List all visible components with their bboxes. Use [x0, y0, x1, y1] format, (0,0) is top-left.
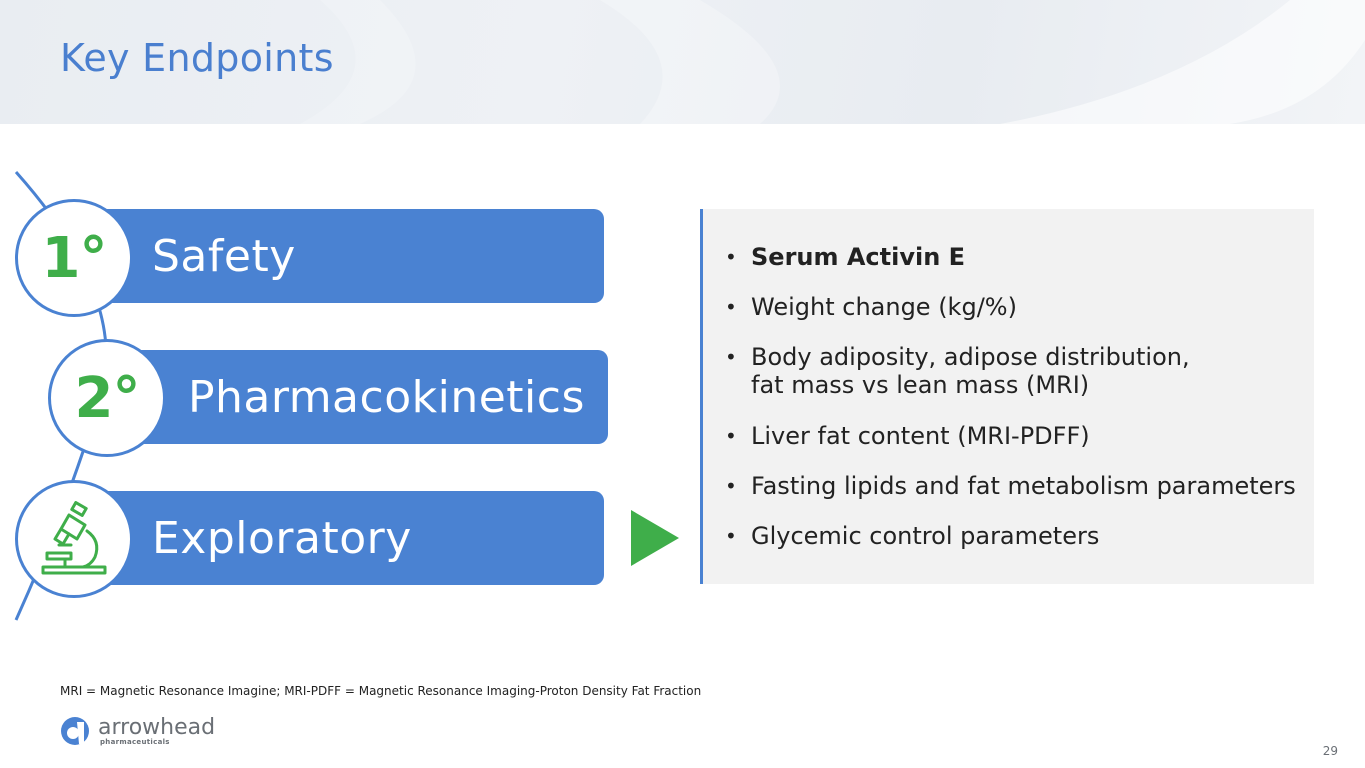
bullet-text: Weight change (kg/%) [751, 293, 1017, 321]
logo-wordmark [98, 714, 216, 746]
bullet-dot: • [725, 424, 737, 448]
page-title: Key Endpoints [60, 36, 334, 80]
play-arrow-icon [631, 510, 679, 566]
bullet-text-multiline [751, 343, 1190, 399]
bullet-dot: • [725, 295, 737, 319]
endpoint-bar-safety [80, 209, 604, 303]
bullet-text: Liver fat content (MRI-PDFF) [751, 422, 1090, 450]
endpoint-label: Safety [152, 230, 296, 282]
bullet-dot: • [725, 245, 737, 269]
footnote: MRI = Magnetic Resonance Imagine; MRI-PDFF = Magnetic Resonance Imaging-Proton Density Fat Fraction [60, 684, 702, 698]
bullet-text: Glycemic control parameters [751, 522, 1100, 550]
bullet-dot: • [725, 524, 737, 548]
company-logo [60, 716, 215, 746]
list-item [725, 422, 1090, 450]
bullet-dot: • [725, 345, 737, 369]
header-band [0, 0, 1365, 124]
ordinal-text: 1° [41, 225, 107, 291]
bullet-text-line2: fat mass vs lean mass (MRI) [751, 371, 1090, 399]
endpoint-label: Pharmacokinetics [188, 371, 585, 423]
ordinal-badge-secondary [48, 339, 166, 457]
bullet-text-line1: Body adiposity, adipose distribution, [751, 343, 1190, 371]
endpoint-bar-exploratory [80, 491, 604, 585]
endpoint-bar-pharmacokinetics [114, 350, 608, 444]
list-item [725, 293, 1017, 321]
endpoint-label: Exploratory [152, 512, 412, 564]
list-item [725, 472, 1296, 500]
microscope-badge [15, 480, 133, 598]
list-item [725, 243, 965, 271]
ordinal-text: 2° [74, 365, 140, 431]
page-number: 29 [1322, 744, 1338, 758]
bullet-text: Fasting lipids and fat metabolism parameters [751, 472, 1296, 500]
exploratory-panel [700, 209, 1314, 584]
list-item [725, 522, 1099, 550]
logo-name: arrowhead [98, 714, 216, 740]
logo-subtitle: pharmaceuticals [100, 737, 170, 746]
bullet-dot: • [725, 474, 737, 498]
microscope-icon [39, 501, 109, 577]
arrowhead-logo-icon [60, 716, 92, 746]
bullet-text: Serum Activin E [751, 243, 966, 271]
list-item [725, 343, 1190, 399]
ordinal-badge-primary [15, 199, 133, 317]
